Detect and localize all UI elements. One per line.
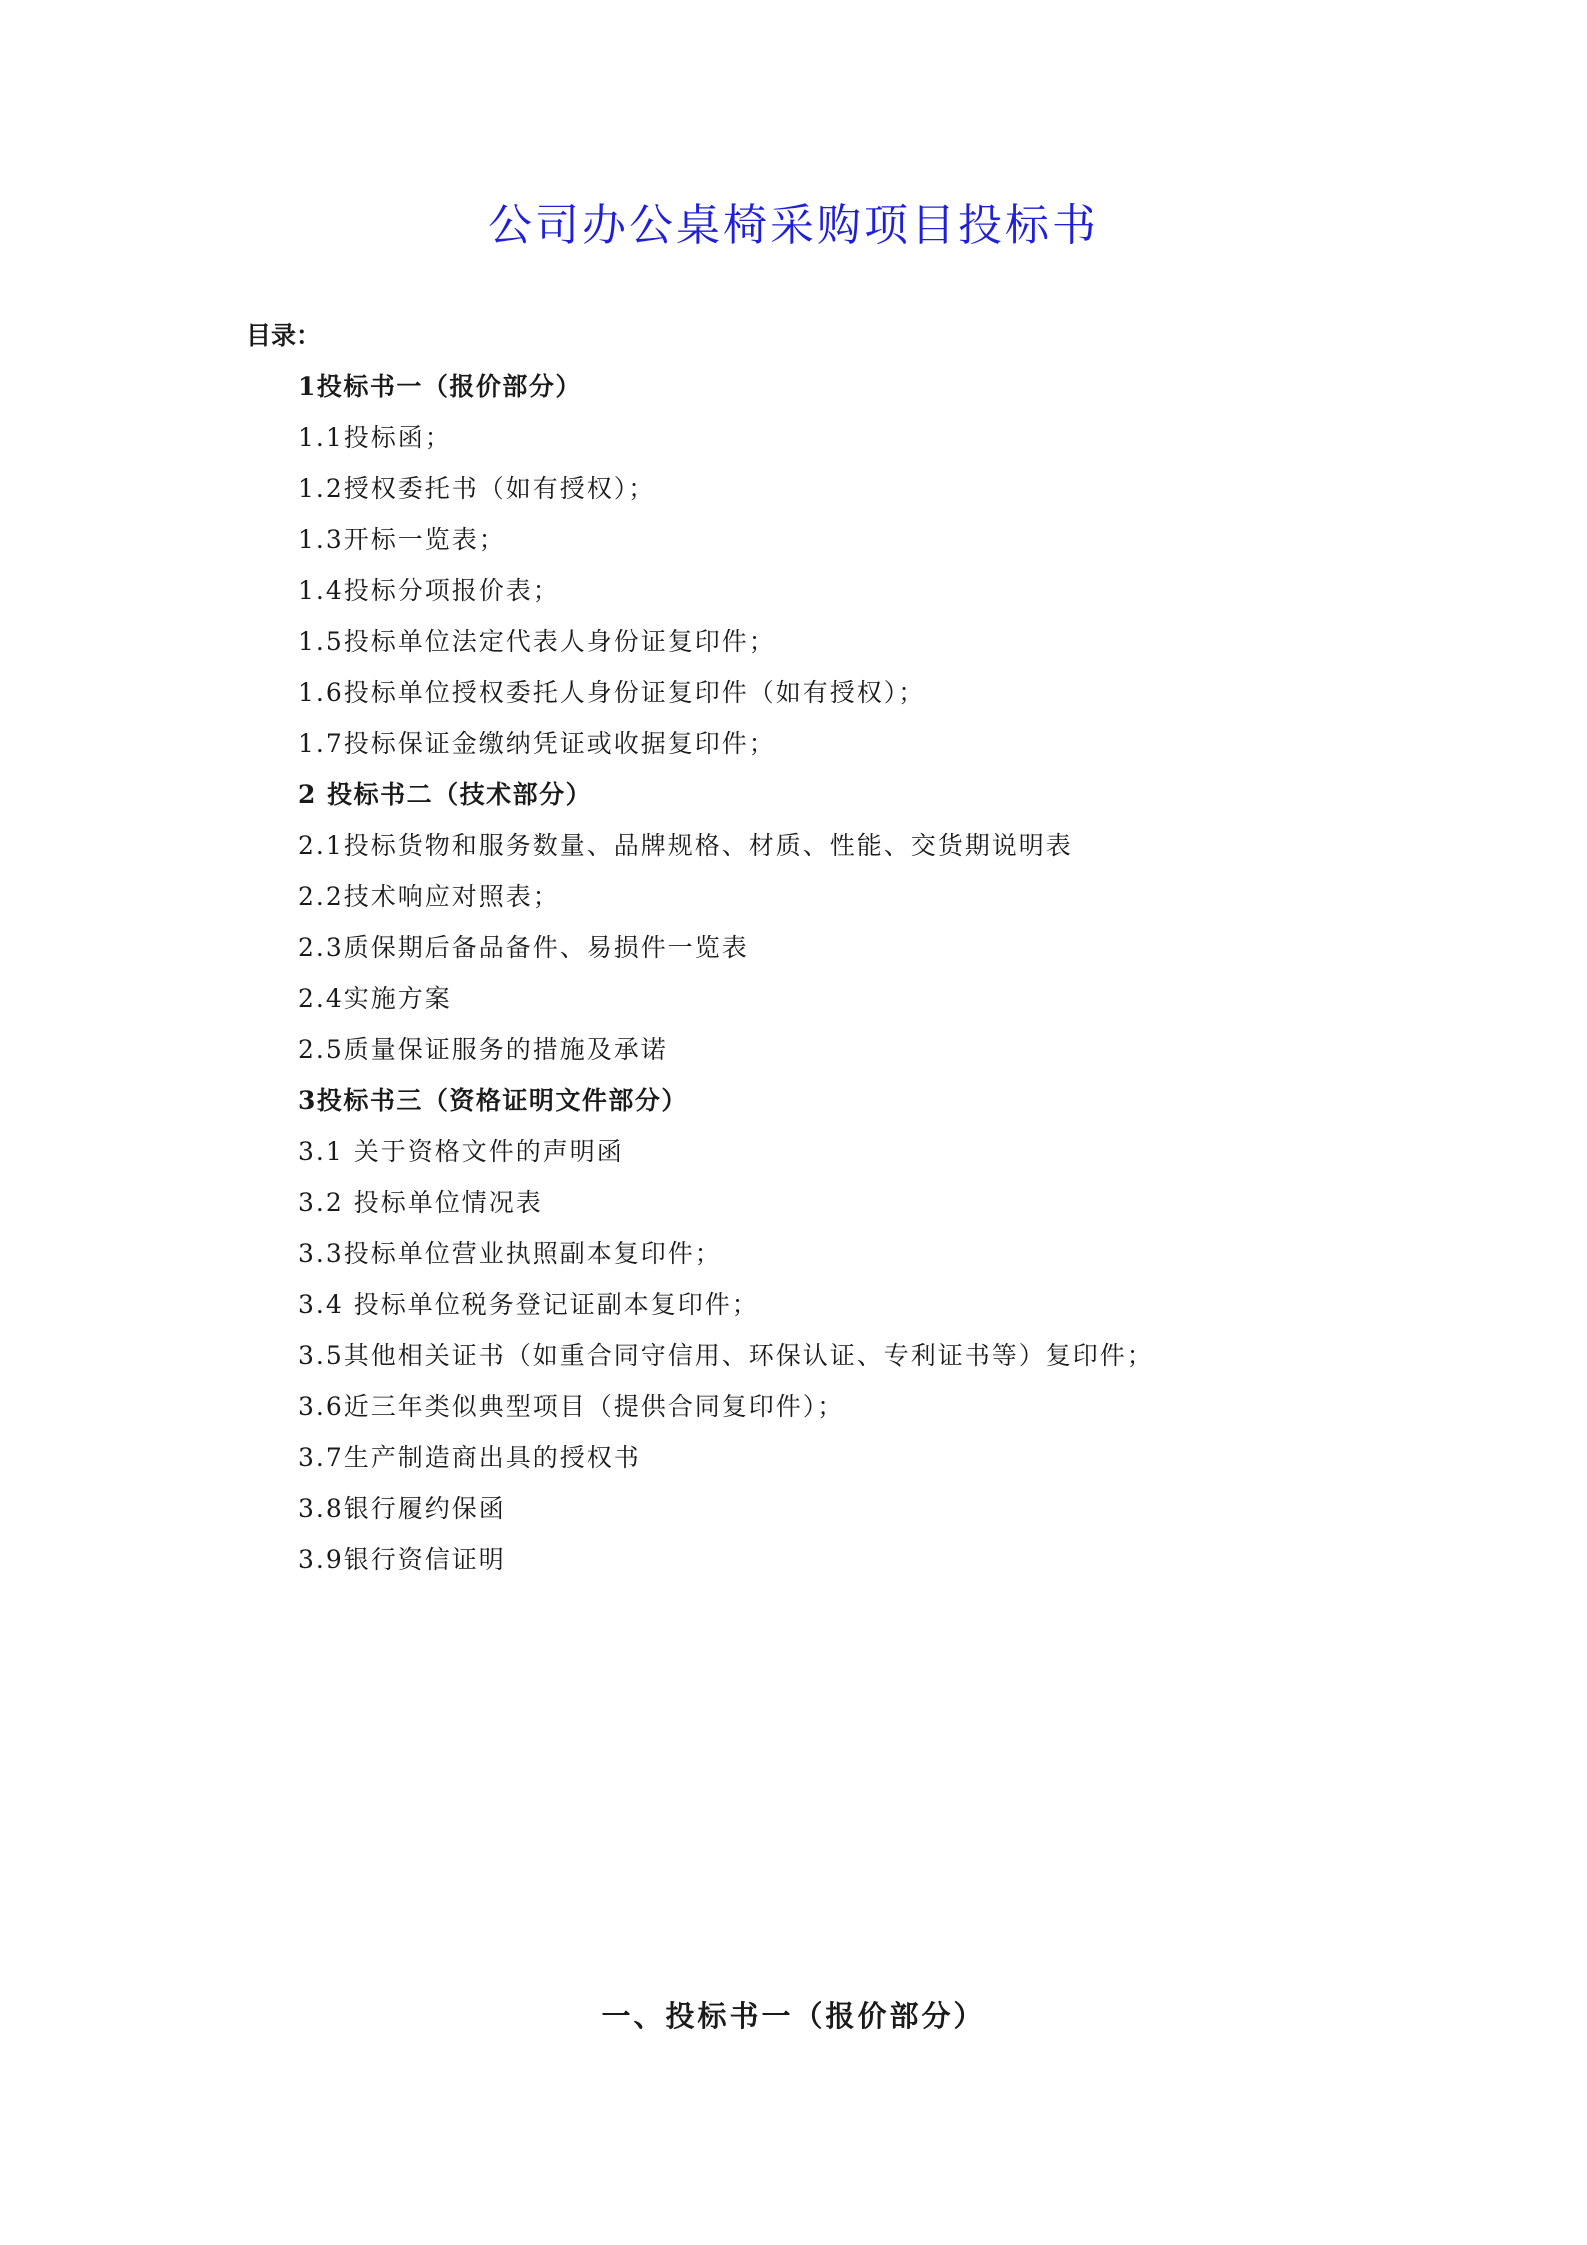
toc-item: 1.6投标单位授权委托人身份证复印件（如有授权）； [298, 678, 926, 707]
toc-item: 1.4投标分项报价表； [298, 576, 560, 605]
toc-item: 3.4 投标单位税务登记证副本复印件； [298, 1290, 759, 1319]
toc-item: 3.8银行履约保函 [298, 1494, 506, 1523]
toc-item: 3.7生产制造商出具的授权书 [298, 1443, 641, 1472]
toc-item: 3.9银行资信证明 [298, 1545, 506, 1574]
toc-item: 3.2 投标单位情况表 [298, 1188, 543, 1217]
toc-item: 1投标书一（报价部分） [298, 372, 582, 401]
toc-item: 1.2授权委托书（如有授权）； [298, 474, 656, 503]
toc-item: 3.3投标单位营业执照副本复印件； [298, 1239, 722, 1268]
toc-item: 1.7投标保证金缴纳凭证或收据复印件； [298, 729, 776, 758]
toc-item: 2.3质保期后备品备件、易损件一览表 [298, 933, 749, 962]
toc-item: 2.1投标货物和服务数量、品牌规格、材质、性能、交货期说明表 [298, 831, 1073, 860]
table-of-contents [298, 367, 1154, 1591]
toc-item: 2.2技术响应对照表； [298, 882, 560, 911]
toc-item: 2.4实施方案 [298, 984, 452, 1013]
toc-item: 2.5质量保证服务的措施及承诺 [298, 1035, 668, 1064]
toc-item: 3.6近三年类似典型项目（提供合同复印件）； [298, 1392, 845, 1421]
toc-item: 3投标书三（资格证明文件部分） [298, 1086, 688, 1115]
toc-heading: 目录： [246, 321, 322, 350]
toc-item: 3.1 关于资格文件的声明函 [298, 1137, 624, 1166]
toc-item: 3.5其他相关证书（如重合同守信用、环保认证、专利证书等）复印件； [298, 1341, 1154, 1370]
toc-item: 1.1投标函； [298, 423, 452, 452]
section-heading: 一、投标书一（报价部分） [601, 1999, 986, 2033]
toc-item: 1.3开标一览表； [298, 525, 506, 554]
toc-item: 1.5投标单位法定代表人身份证复印件； [298, 627, 776, 656]
document-title: 公司办公桌椅采购项目投标书 [488, 200, 1099, 251]
toc-item: 2 投标书二（技术部分） [298, 780, 593, 809]
